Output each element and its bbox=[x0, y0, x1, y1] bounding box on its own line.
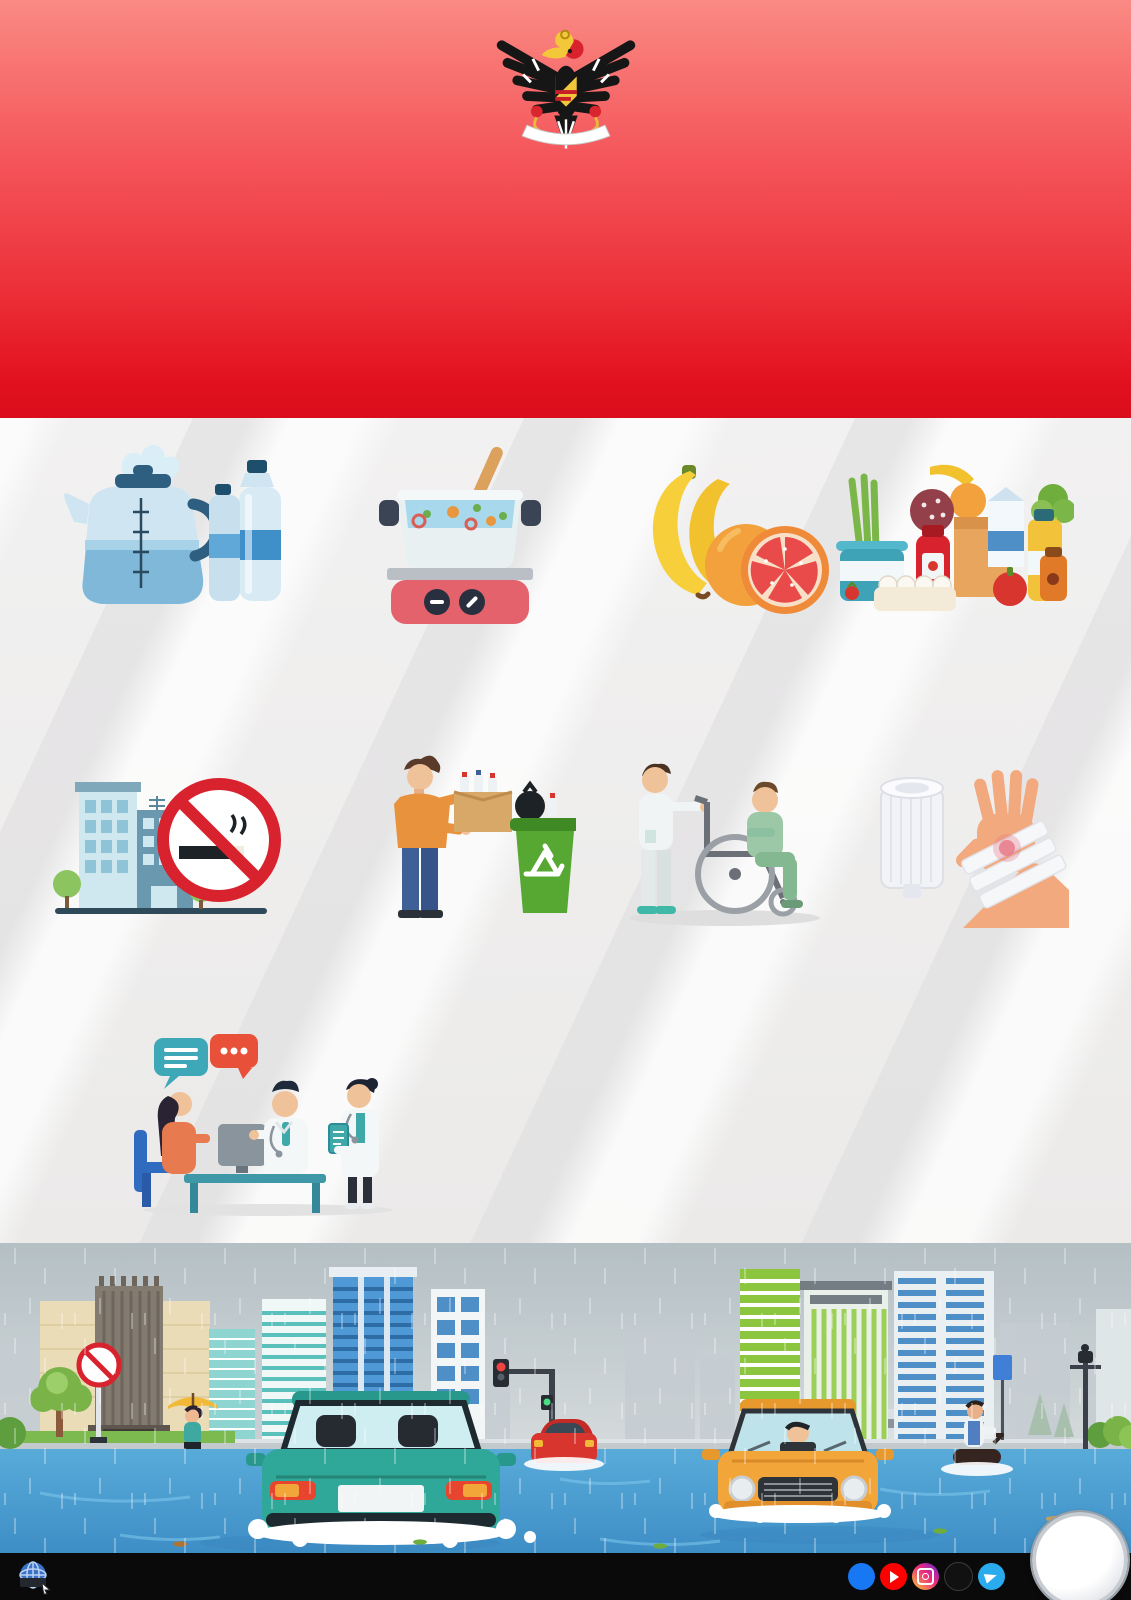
tip-card-seek-treatment-text bbox=[432, 1068, 992, 1076]
doctor-consultation-illustration bbox=[118, 1034, 418, 1218]
tip-card-cleanliness bbox=[300, 748, 600, 936]
tip-card-boiled-water bbox=[10, 432, 320, 640]
pot-stove-illustration bbox=[335, 442, 565, 632]
website-group bbox=[16, 1559, 62, 1595]
tip-card-bandage-wound bbox=[820, 748, 1078, 936]
footer-bar bbox=[0, 1553, 1131, 1600]
tip-card-chronic-patient bbox=[585, 748, 847, 936]
fruits-illustration bbox=[596, 457, 830, 632]
bandage-illustration bbox=[829, 756, 1069, 928]
wheelchair-illustration bbox=[585, 750, 847, 928]
youtube-icon bbox=[880, 1563, 907, 1590]
flood-scene-illustration bbox=[0, 1243, 1131, 1553]
tip-card-peel-fruit bbox=[585, 432, 840, 640]
tip-card-cooked-food bbox=[300, 432, 600, 640]
tip-card-food-safety bbox=[815, 432, 1070, 640]
header-banner bbox=[0, 0, 1131, 421]
facebook-icon bbox=[848, 1563, 875, 1590]
groceries-illustration bbox=[812, 457, 1074, 632]
tip-card-no-smoking bbox=[10, 748, 325, 936]
instagram-icon bbox=[912, 1563, 939, 1590]
tip-card-seek-treatment bbox=[118, 1032, 418, 1218]
globe-www-icon bbox=[16, 1559, 52, 1595]
social-icons-row bbox=[848, 1553, 1037, 1600]
no-smoking-building-illustration bbox=[37, 756, 299, 928]
waste-disposal-illustration bbox=[324, 750, 576, 928]
ukas-logo bbox=[1032, 1512, 1128, 1600]
x-twitter-icon bbox=[944, 1562, 973, 1591]
sarawak-crest-icon bbox=[488, 18, 644, 170]
kettle-bottles-illustration bbox=[39, 436, 291, 632]
telegram-icon bbox=[978, 1563, 1005, 1590]
